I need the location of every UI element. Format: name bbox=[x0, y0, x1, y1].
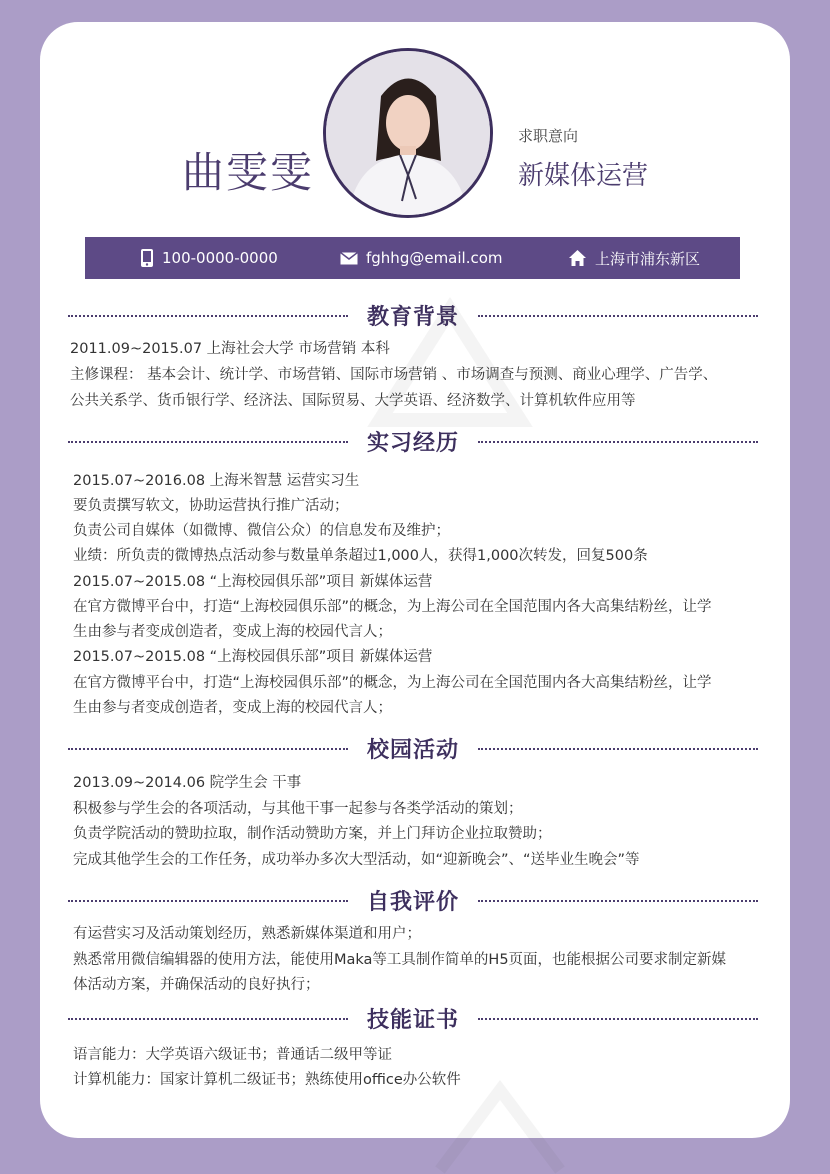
self-line: 熟悉常用微信编辑器的使用方法，能使用Maka等工具制作简单的H5页面，也能根据公司要求制定新媒 bbox=[73, 952, 727, 968]
candidate-name: 曲雯雯 bbox=[182, 148, 315, 197]
contact-phone bbox=[140, 237, 278, 279]
education-line: 公共关系学、货币银行学、经济法、国际贸易、大学英语、经济数学、计算机软件应用等 bbox=[70, 393, 636, 409]
campus-line: 2013.09~2014.06 院学生会 干事 bbox=[73, 775, 302, 791]
internship-line: 要负责撰写软文，协助运营执行推广活动； bbox=[73, 498, 349, 514]
portrait-illustration bbox=[326, 51, 490, 215]
internship-line: 在官方微博平台中，打造“上海校园俱乐部”的概念，为上海公司在全国范围内各大高集结粉丝，让学 bbox=[73, 675, 712, 691]
phone-number: 100-0000-0000 bbox=[162, 249, 278, 267]
section-title-campus bbox=[68, 733, 758, 763]
contact-address bbox=[568, 237, 700, 279]
section-heading: 自我评价 bbox=[366, 890, 459, 915]
home-icon bbox=[568, 249, 587, 267]
section-heading: 教育背景 bbox=[366, 305, 459, 330]
internship-line: 2015.07~2016.08 上海米智慧 运营实习生 bbox=[73, 473, 360, 489]
skills-line: 语言能力：大学英语六级证书；普通话二级甲等证 bbox=[73, 1047, 392, 1063]
internship-line: 在官方微博平台中，打造“上海校园俱乐部”的概念，为上海公司在全国范围内各大高集结粉丝，让学 bbox=[73, 599, 712, 615]
internship-line: 生由参与者变成创造者，变成上海的校园代言人； bbox=[73, 700, 392, 716]
campus-line: 完成其他学生会的工作任务，成功举办多次大型活动，如“迎新晚会”、“送毕业生晚会”等 bbox=[73, 852, 640, 868]
internship-line: 业绩：所负责的微博热点活动参与数量单条超过1,000人，获得1,000次转发，回复500条 bbox=[73, 548, 648, 564]
objective-label: 求职意向 bbox=[518, 127, 579, 145]
mail-icon bbox=[340, 252, 358, 265]
section-title-skills bbox=[68, 1003, 758, 1033]
divider-right bbox=[478, 315, 758, 317]
section-heading: 技能证书 bbox=[366, 1008, 459, 1033]
self-line: 体活动方案，并确保活动的良好执行； bbox=[73, 977, 320, 993]
objective-value: 新媒体运营 bbox=[518, 161, 649, 191]
section-title-internship bbox=[68, 426, 758, 456]
section-title-self bbox=[68, 885, 758, 915]
education-line: 主修课程： 基本会计、统计学、市场营销、国际市场营销 、市场调查与预测、商业心理学、广告学、 bbox=[70, 367, 718, 383]
divider-right bbox=[478, 900, 758, 902]
divider-right bbox=[478, 441, 758, 443]
self-line: 有运营实习及活动策划经历，熟悉新媒体渠道和用户； bbox=[73, 926, 421, 942]
phone-icon bbox=[140, 248, 154, 268]
section-heading: 实习经历 bbox=[366, 431, 459, 456]
section-heading: 校园活动 bbox=[366, 738, 459, 763]
internship-line: 2015.07~2015.08 “上海校园俱乐部”项目 新媒体运营 bbox=[73, 574, 433, 590]
contact-bar bbox=[85, 237, 740, 279]
campus-line: 负责学院活动的赞助拉取，制作活动赞助方案，并上门拜访企业拉取赞助； bbox=[73, 826, 552, 842]
home-address: 上海市浦东新区 bbox=[595, 249, 701, 268]
campus-line: 积极参与学生会的各项活动，与其他干事一起参与各类学活动的策划； bbox=[73, 801, 523, 817]
internship-line: 负责公司自媒体（如微博、微信公众）的信息发布及维护； bbox=[73, 523, 450, 539]
divider-right bbox=[478, 1018, 758, 1020]
internship-line: 生由参与者变成创造者，变成上海的校园代言人； bbox=[73, 624, 392, 640]
section-title-education bbox=[68, 300, 758, 330]
email-address: fghhg@email.com bbox=[366, 249, 503, 267]
profile-photo bbox=[323, 48, 493, 218]
skills-line: 计算机能力：国家计算机二级证书；熟练使用office办公软件 bbox=[73, 1072, 461, 1088]
internship-line: 2015.07~2015.08 “上海校园俱乐部”项目 新媒体运营 bbox=[73, 649, 433, 665]
education-line: 2011.09~2015.07 上海社会大学 市场营销 本科 bbox=[70, 341, 390, 357]
divider-right bbox=[478, 748, 758, 750]
contact-email bbox=[340, 237, 503, 279]
